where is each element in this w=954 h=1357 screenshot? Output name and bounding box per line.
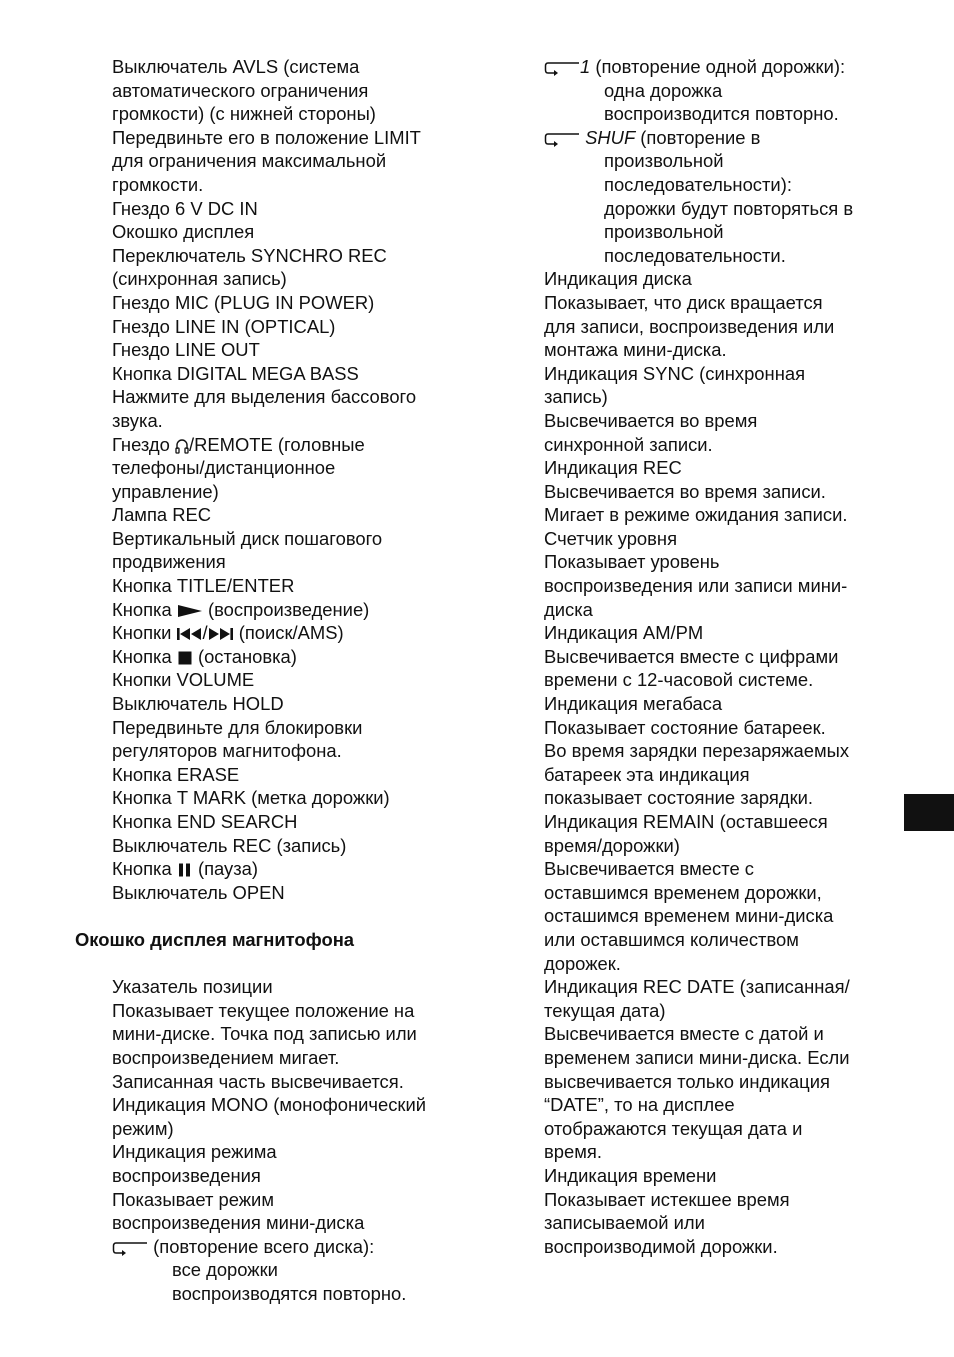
- text-line: режим): [112, 1117, 174, 1139]
- text-line: управление): [112, 480, 219, 502]
- left-block-3: [112, 668, 492, 857]
- text-line: Индикация REC DATE (записанная/: [544, 976, 850, 998]
- text-line: или оставшимся количеством: [544, 928, 799, 950]
- repeat-all-description: [112, 1258, 492, 1305]
- text-line: регуляторов магнитофона.: [112, 740, 342, 762]
- text-line: автоматического ограничения: [112, 79, 369, 101]
- text-line: Выключатель REC (запись): [112, 834, 347, 856]
- text-line: воспроизводимой дорожки.: [544, 1235, 778, 1257]
- text-line: мини-диске. Точка под записью или: [112, 1023, 417, 1045]
- text-line: Мигает в режиме ожидания записи.: [544, 504, 848, 526]
- text-line: отображаются текущая дата и: [544, 1117, 803, 1139]
- page-tab-marker: [904, 794, 954, 831]
- text-line: Указатель позиции: [112, 976, 273, 998]
- text-line: воспроизведения: [112, 1164, 261, 1186]
- left-block-1: [112, 55, 492, 433]
- right-column: [544, 55, 904, 1258]
- left-block-4: [112, 975, 492, 1235]
- repeat-all-line: (повторение всего диска):: [112, 1235, 492, 1259]
- text-line: произвольной: [604, 221, 724, 243]
- pause-button-line: Кнопка (пауза): [112, 858, 259, 880]
- text-line: записываемой или: [544, 1212, 705, 1234]
- shuffle-repeat-icon: [544, 131, 580, 147]
- text-line: Гнездо MIC (PLUG IN POWER): [112, 291, 375, 313]
- left-column: [75, 55, 492, 1305]
- text-line: громкости.: [112, 173, 204, 195]
- text-line: Показывает, что диск вращается: [544, 291, 823, 313]
- text-line: Кнопка END SEARCH: [112, 811, 298, 832]
- text-line: высвечивается только индикация: [544, 1070, 830, 1092]
- text-line: Кнопки VOLUME: [112, 669, 255, 691]
- text-line: телефоны/дистанционное: [112, 457, 336, 479]
- text-line: Высвечивается вместе с датой и: [544, 1023, 824, 1045]
- text-line: Окошко дисплея: [112, 221, 255, 243]
- text-line: Кнопка T MARK (метка дорожки): [112, 787, 390, 809]
- text-line: Показывает текущее положение на: [112, 999, 415, 1021]
- text-line: Индикация времени: [544, 1164, 717, 1186]
- text-line: показывает состояние зарядки.: [544, 787, 814, 809]
- text-line: Переключатель SYNCHRO REC: [112, 244, 387, 266]
- text-line: Во время зарядки перезаряжаемых: [544, 740, 850, 762]
- text-line: громкости) (с нижней стороны): [112, 103, 376, 125]
- stop-button-line: Кнопка (остановка): [112, 645, 297, 667]
- text-line: воспроизводятся повторно.: [172, 1282, 407, 1304]
- text-line: Кнопка DIGITAL MEGA BASS: [112, 362, 359, 384]
- text-line: воспроизведения или записи мини-: [544, 575, 848, 597]
- text-line: для ограничения максимальной: [112, 150, 387, 172]
- left-block-2: [112, 456, 492, 598]
- text-line: синхронной записи.: [544, 433, 713, 455]
- text-line: Записанная часть высвечивается.: [112, 1070, 404, 1092]
- previous-track-icon: [176, 626, 202, 642]
- text-line: Индикация режима: [112, 1141, 277, 1163]
- text-line: временем записи мини-диска. Если: [544, 1046, 850, 1068]
- text-line: Гнездо 6 V DC IN: [112, 197, 258, 219]
- text-line: воспроизведением мигает.: [112, 1046, 340, 1068]
- repeat-one-description: [544, 79, 904, 126]
- shuffle-description: [544, 149, 904, 267]
- text-line: Индикация диска: [544, 268, 692, 290]
- text-line: текущая дата): [544, 999, 666, 1021]
- text-line: время/дорожки): [544, 834, 680, 856]
- repeat-all-icon: [112, 1240, 148, 1256]
- section-heading: Окошко дисплея магнитофона: [75, 928, 355, 950]
- text-line: Показывает режим: [112, 1188, 274, 1210]
- text-line: Счетчик уровня: [544, 527, 678, 549]
- text-line: осташимся временем мини-диска: [544, 905, 834, 927]
- text-line: одна дорожка: [604, 79, 723, 101]
- text-line: батареек эта индикация: [544, 763, 750, 785]
- text-line: оставшимся временем дорожки,: [544, 881, 822, 903]
- text-line: “DATE”, то на дисплее: [544, 1094, 735, 1116]
- repeat-one-icon: [544, 60, 580, 76]
- shuffle-line: SHUF (повторение в: [544, 126, 904, 150]
- text-line: Гнездо LINE IN (OPTICAL): [112, 315, 336, 337]
- search-ams-line: Кнопки / (поиск/AMS): [112, 622, 344, 644]
- text-line: для записи, воспроизведения или: [544, 315, 835, 337]
- right-block: [544, 267, 904, 1258]
- text-line: дорожки будут повторяться в: [604, 197, 854, 219]
- text-line: Высвечивается вместе с: [544, 858, 754, 880]
- text-line: Индикация AM/PM: [544, 622, 704, 644]
- text-line: Выключатель AVLS (система: [112, 56, 360, 77]
- text-line: Кнопка ERASE: [112, 763, 240, 785]
- text-line: Выключатель HOLD: [112, 693, 284, 715]
- text-line: Индикация MONO (монофонический: [112, 1094, 427, 1116]
- text-line: Передвиньте его в положение LIMIT: [112, 126, 421, 148]
- headphones-icon: [175, 438, 189, 454]
- text-line: Высвечивается во время записи.: [544, 480, 826, 502]
- text-line: дорожек.: [544, 952, 621, 974]
- pause-icon: [177, 862, 193, 878]
- text-line: последовательности.: [604, 244, 786, 266]
- text-line: Лампа REC: [112, 504, 212, 526]
- text-line: запись): [544, 386, 608, 408]
- text-line: Показывает уровень: [544, 551, 720, 573]
- text-line: Высвечивается во время: [544, 409, 758, 431]
- text-line: Кнопка TITLE/ENTER: [112, 575, 295, 597]
- text-line: монтажа мини-диска.: [544, 339, 727, 361]
- text-line: Гнездо LINE OUT: [112, 339, 260, 361]
- text-line: Высвечивается вместе с цифрами: [544, 645, 839, 667]
- text-line: произвольной: [604, 150, 724, 172]
- open-switch-line: Выключатель OPEN: [112, 881, 285, 903]
- text-line: Вертикальный диск пошагового: [112, 527, 383, 549]
- text-line: Показывает состояние батареек.: [544, 716, 826, 738]
- text-line: воспроизводится повторно.: [604, 103, 839, 125]
- text-line: диска: [544, 598, 593, 620]
- text-line: звука.: [112, 409, 163, 431]
- text-line: последовательности):: [604, 173, 792, 195]
- text-line: Индикация REMAIN (оставшееся: [544, 811, 828, 832]
- text-line: (синхронная запись): [112, 268, 287, 290]
- text-line: времени с 12-часовой системе.: [544, 669, 814, 691]
- play-icon: [177, 603, 203, 619]
- repeat-one-line: 1 (повторение одной дорожки):: [544, 55, 904, 79]
- text-line: время.: [544, 1141, 602, 1163]
- next-track-icon: [208, 626, 234, 642]
- text-line: все дорожки: [172, 1259, 278, 1281]
- stop-icon: [177, 650, 193, 666]
- text-line: Индикация REC: [544, 457, 682, 479]
- text-line: Индикация мегабаса: [544, 693, 723, 715]
- headphones-jack-line: Гнездо /REMOTE (головные: [112, 433, 365, 455]
- text-line: Нажмите для выделения бассового: [112, 386, 417, 408]
- text-line: воспроизведения мини-диска: [112, 1212, 365, 1234]
- text-line: Индикация SYNC (синхронная: [544, 362, 806, 384]
- text-line: Показывает истекшее время: [544, 1188, 790, 1210]
- text-line: Передвиньте для блокировки: [112, 716, 363, 738]
- play-button-line: Кнопка (воспроизведение): [112, 598, 370, 620]
- text-line: продвижения: [112, 551, 226, 573]
